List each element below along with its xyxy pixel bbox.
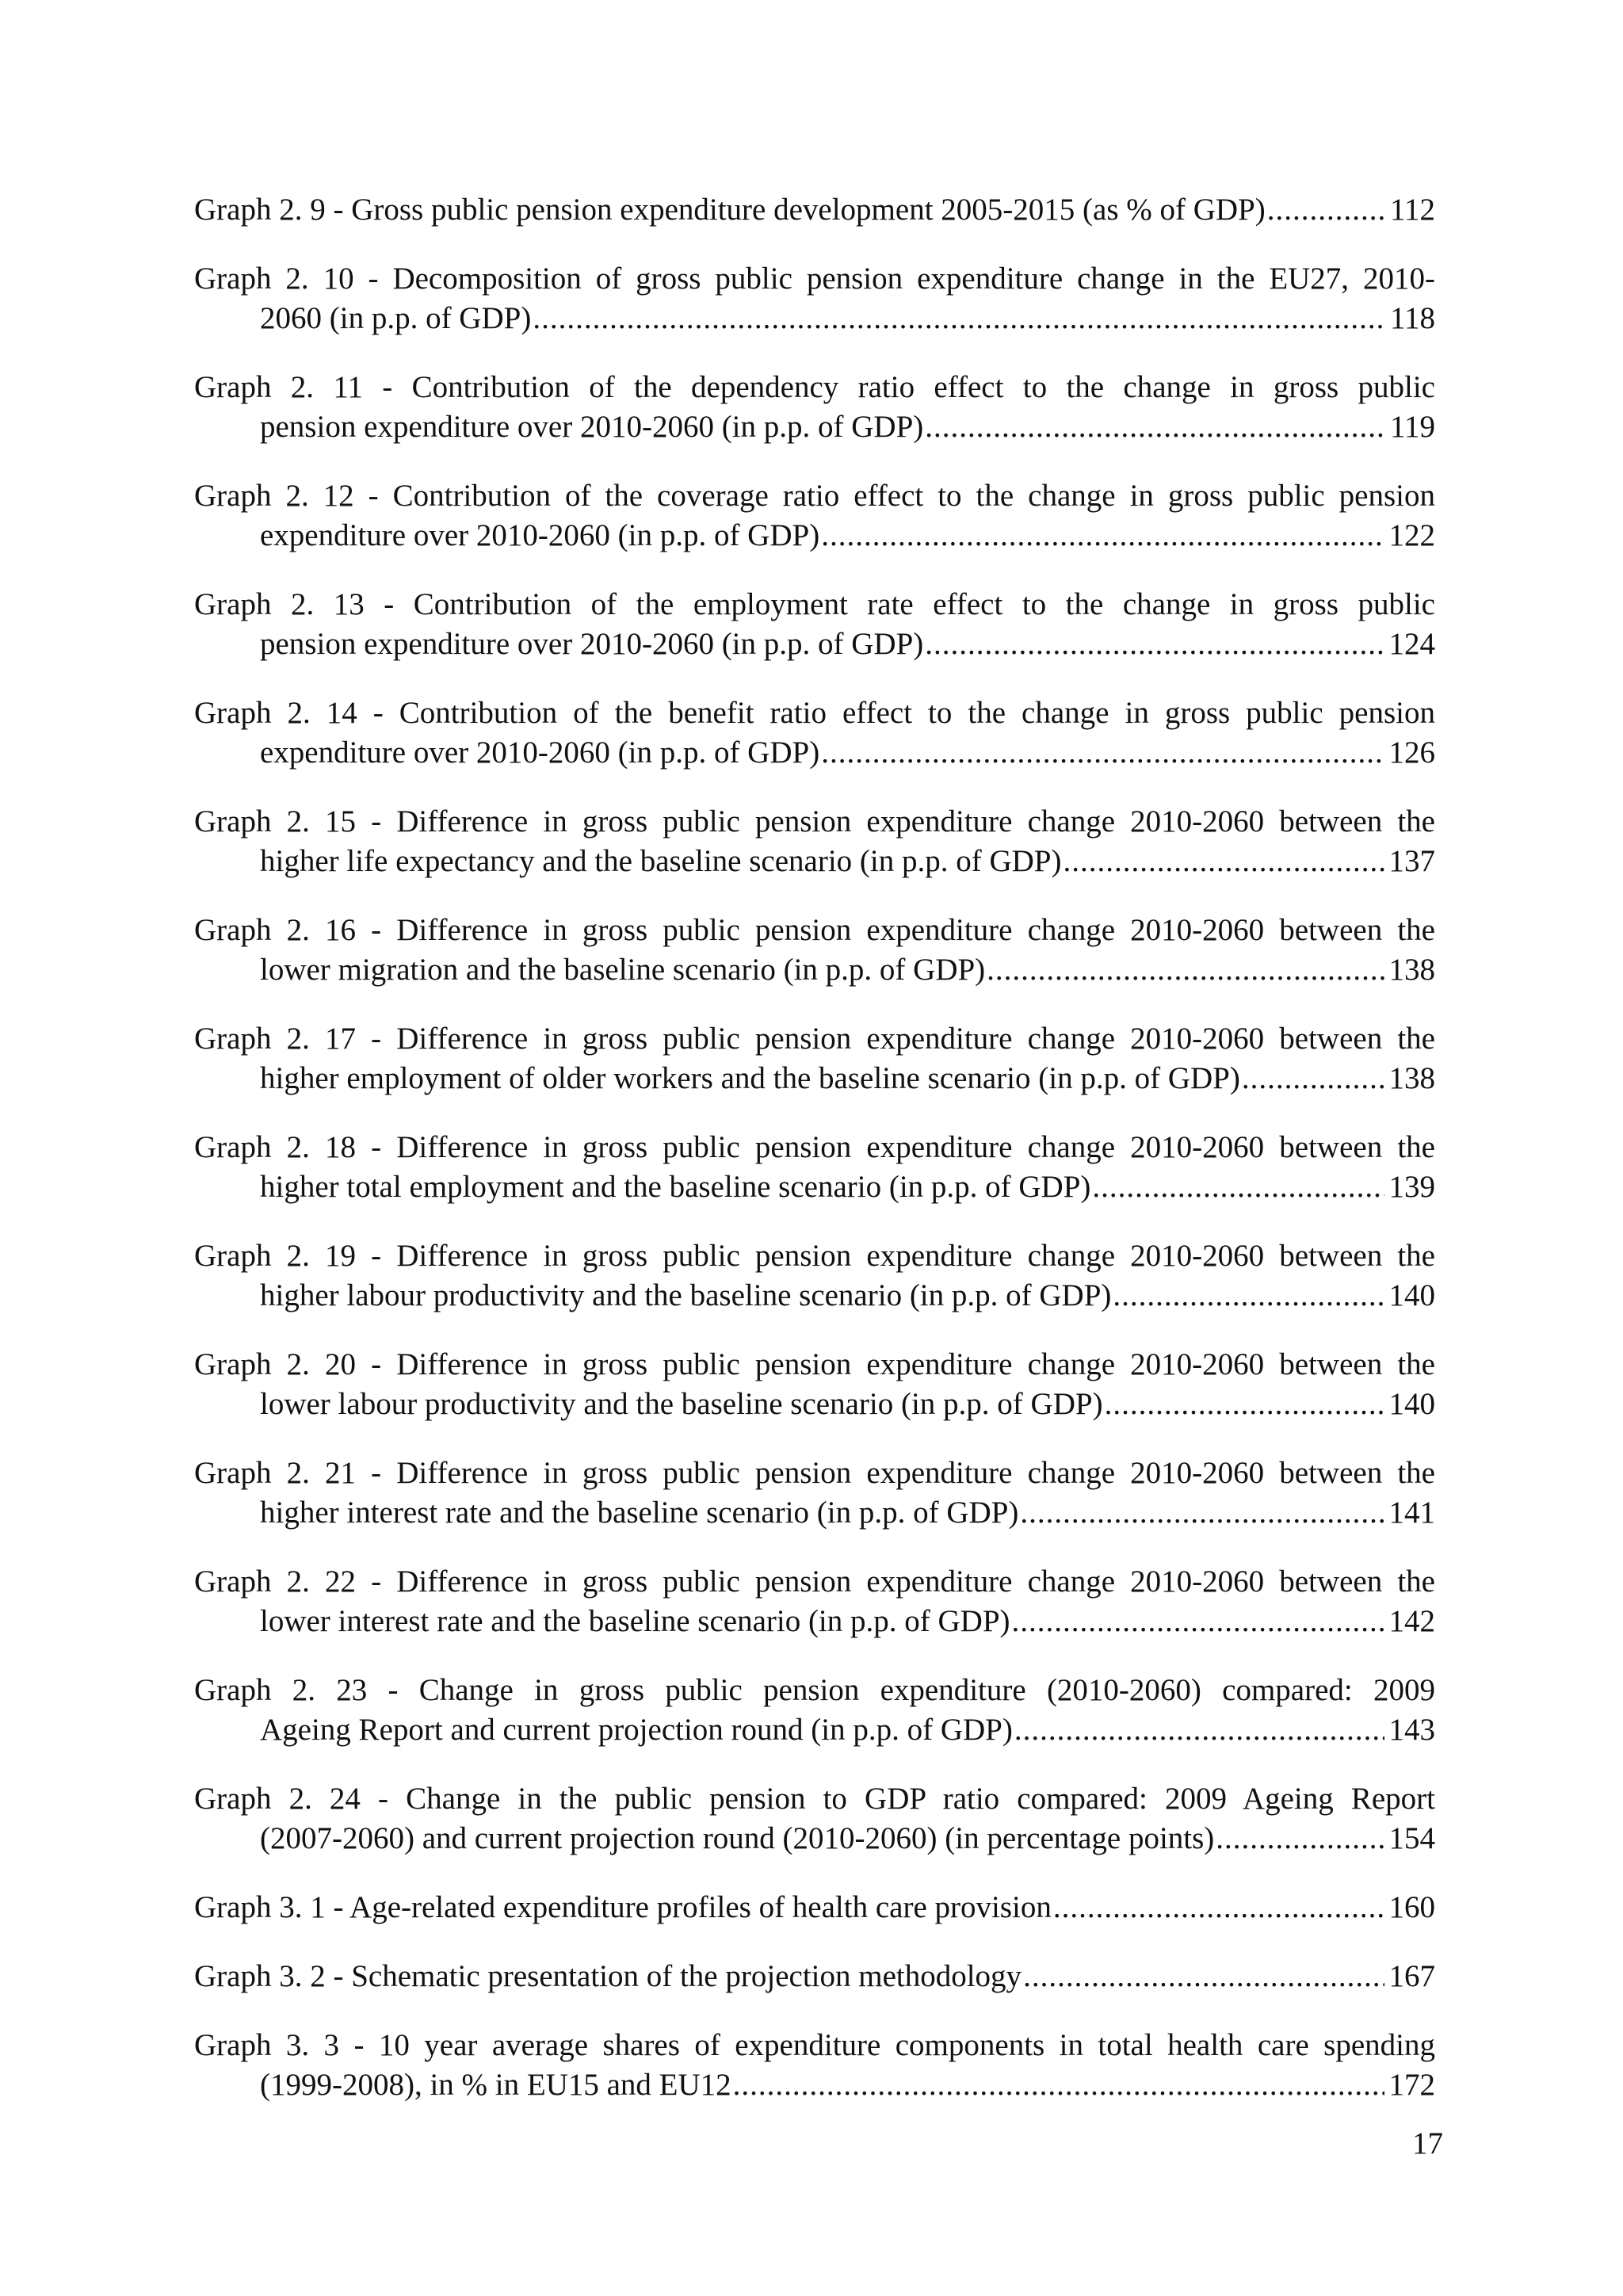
toc-entry-title-line: Graph 2. 17 - Difference in gross public pension expenditure change 2010-2060 between the	[194, 1022, 1435, 1056]
toc-entry-page: 138	[1388, 1061, 1435, 1095]
toc-entry-title-line: Graph 2. 16 - Difference in gross public pension expenditure change 2010-2060 between the	[194, 913, 1435, 947]
toc-entry[interactable]	[194, 1562, 1435, 1641]
toc-entry-page: 140	[1388, 1278, 1435, 1312]
toc-entry[interactable]	[194, 190, 1435, 230]
dot-leader	[1023, 1957, 1384, 1996]
toc-entry-title-line: Graph 2. 10 - Decomposition of gross public pension expenditure change in the EU27, 2010-	[194, 262, 1435, 296]
dot-leader	[1020, 1493, 1384, 1533]
toc-entry-title: higher employment of older workers and the baseline scenario (in p.p. of GDP)	[260, 1061, 1240, 1095]
toc-entry-line	[194, 1957, 1435, 1996]
toc-entry-line	[194, 1385, 1435, 1424]
toc-entry-line	[194, 190, 1435, 230]
toc-entry-title-line: Graph 2. 21 - Difference in gross public pension expenditure change 2010-2060 between the	[194, 1456, 1435, 1490]
toc-entry-title: lower interest rate and the baseline scenario (in p.p. of GDP)	[260, 1604, 1010, 1638]
toc-entry-title-line: Graph 2. 22 - Difference in gross public pension expenditure change 2010-2060 between the	[194, 1564, 1435, 1599]
dot-leader	[1113, 1276, 1384, 1316]
dot-leader	[1014, 1710, 1384, 1750]
toc-entry-page: 137	[1388, 844, 1435, 878]
toc-entry-line	[194, 733, 1435, 773]
toc-entry-title: Graph 2. 9 - Gross public pension expenditure development 2005-2015 (as % of GDP)	[194, 193, 1266, 227]
dot-leader	[533, 299, 1385, 338]
toc-entry-line	[194, 1819, 1435, 1859]
toc-entry-title-line: Graph 2. 15 - Difference in gross public pension expenditure change 2010-2060 between the	[194, 804, 1435, 839]
dot-leader	[1242, 1059, 1384, 1098]
toc-entry-page: 124	[1388, 627, 1435, 661]
dot-leader	[1053, 1888, 1384, 1927]
toc-entry[interactable]	[194, 368, 1435, 447]
toc-entry-line	[194, 842, 1435, 881]
toc-entry-page: 140	[1388, 1387, 1435, 1421]
toc-entry-title: pension expenditure over 2010-2060 (in p.p. of GDP)	[260, 627, 924, 661]
toc-entry-title-line: Graph 2. 18 - Difference in gross public pension expenditure change 2010-2060 between the	[194, 1130, 1435, 1164]
dot-leader	[925, 407, 1385, 447]
table-of-contents	[194, 190, 1435, 2134]
toc-entry-title-line: Graph 3. 3 - 10 year average shares of expenditure components in total health care spending	[194, 2028, 1435, 2062]
toc-entry-line	[194, 1167, 1435, 1207]
dot-leader	[821, 516, 1384, 556]
toc-entry-title: lower labour productivity and the baseline scenario (in p.p. of GDP)	[260, 1387, 1103, 1421]
toc-entry-title: pension expenditure over 2010-2060 (in p.p. of GDP)	[260, 410, 924, 444]
toc-entry-page: 112	[1389, 193, 1435, 227]
dot-leader	[925, 625, 1384, 664]
toc-entry[interactable]	[194, 911, 1435, 990]
toc-entry[interactable]	[194, 693, 1435, 773]
toc-entry-title-line: Graph 2. 12 - Contribution of the coverage ratio effect to the change in gross public pension	[194, 479, 1435, 513]
toc-entry-title: higher life expectancy and the baseline scenario (in p.p. of GDP)	[260, 844, 1062, 878]
toc-entry-page: 119	[1389, 410, 1435, 444]
toc-entry-title: lower migration and the baseline scenario (in p.p. of GDP)	[260, 953, 986, 987]
toc-entry-title: higher interest rate and the baseline scenario (in p.p. of GDP)	[260, 1496, 1019, 1530]
toc-entry[interactable]	[194, 1888, 1435, 1927]
toc-entry-title-line: Graph 2. 19 - Difference in gross public pension expenditure change 2010-2060 between the	[194, 1239, 1435, 1273]
toc-entry-title-line: Graph 2. 20 - Difference in gross public pension expenditure change 2010-2060 between the	[194, 1347, 1435, 1381]
dot-leader	[1063, 842, 1384, 881]
dot-leader	[1092, 1167, 1384, 1207]
toc-entry[interactable]	[194, 1236, 1435, 1316]
toc-entry-page: 160	[1388, 1890, 1435, 1924]
toc-entry[interactable]	[194, 1957, 1435, 1996]
toc-entry-line	[194, 1602, 1435, 1641]
toc-entry[interactable]	[194, 1671, 1435, 1750]
toc-entry-page: 118	[1389, 301, 1435, 335]
toc-entry-line	[194, 407, 1435, 447]
toc-entry-line	[194, 950, 1435, 990]
dot-leader	[987, 950, 1384, 990]
toc-entry-title: (1999-2008), in % in EU15 and EU12	[260, 2068, 731, 2102]
toc-entry[interactable]	[194, 1128, 1435, 1207]
toc-entry-title-line: Graph 2. 24 - Change in the public pension to GDP ratio compared: 2009 Ageing Report	[194, 1782, 1435, 1816]
toc-entry-line	[194, 1710, 1435, 1750]
toc-entry-title: expenditure over 2010-2060 (in p.p. of GDP)	[260, 518, 820, 552]
dot-leader	[733, 2065, 1384, 2105]
toc-entry[interactable]	[194, 1345, 1435, 1424]
toc-entry-line	[194, 1059, 1435, 1098]
toc-entry-title-line: Graph 2. 23 - Change in gross public pension expenditure (2010-2060) compared: 2009	[194, 1673, 1435, 1707]
toc-entry-title: expenditure over 2010-2060 (in p.p. of GDP)	[260, 735, 820, 770]
dot-leader	[1012, 1602, 1384, 1641]
toc-entry-page: 154	[1388, 1821, 1435, 1855]
toc-entry[interactable]	[194, 259, 1435, 338]
toc-entry-page: 138	[1388, 953, 1435, 987]
toc-entry-line	[194, 516, 1435, 556]
toc-entry-title-line: Graph 2. 11 - Contribution of the dependency ratio effect to the change in gross public	[194, 370, 1435, 404]
toc-entry-page: 143	[1388, 1713, 1435, 1747]
toc-entry-page: 167	[1388, 1959, 1435, 1993]
toc-entry-title-line: Graph 2. 14 - Contribution of the benefit ratio effect to the change in gross public pension	[194, 696, 1435, 730]
toc-entry-title: 2060 (in p.p. of GDP)	[260, 301, 532, 335]
toc-entry[interactable]	[194, 1454, 1435, 1533]
toc-entry-line	[194, 1493, 1435, 1533]
toc-entry-line	[194, 625, 1435, 664]
toc-entry-title: higher labour productivity and the baseline scenario (in p.p. of GDP)	[260, 1278, 1112, 1312]
toc-entry-line	[194, 1276, 1435, 1316]
toc-entry-page: 126	[1388, 735, 1435, 770]
toc-entry-title: Graph 3. 1 - Age-related expenditure profiles of health care provision	[194, 1890, 1052, 1924]
toc-entry[interactable]	[194, 585, 1435, 664]
dot-leader	[1216, 1819, 1384, 1859]
toc-entry-title: Graph 3. 2 - Schematic presentation of the projection methodology	[194, 1959, 1022, 1993]
toc-entry-page: 122	[1388, 518, 1435, 552]
toc-entry[interactable]	[194, 1779, 1435, 1859]
dot-leader	[821, 733, 1384, 773]
toc-entry-title: Ageing Report and current projection round (in p.p. of GDP)	[260, 1713, 1013, 1747]
toc-entry[interactable]	[194, 1019, 1435, 1098]
dot-leader	[1105, 1385, 1384, 1424]
dot-leader	[1267, 190, 1385, 230]
toc-entry[interactable]	[194, 802, 1435, 881]
toc-entry-page: 172	[1388, 2068, 1435, 2102]
toc-entry-line	[194, 299, 1435, 338]
toc-entry-title-line: Graph 2. 13 - Contribution of the employment rate effect to the change in gross public	[194, 587, 1435, 621]
toc-entry-title: (2007-2060) and current projection round (2010-2060) (in percentage points)	[260, 1821, 1215, 1855]
toc-entry-line	[194, 2065, 1435, 2105]
toc-entry-title: higher total employment and the baseline scenario (in p.p. of GDP)	[260, 1170, 1091, 1204]
toc-entry-page: 142	[1388, 1604, 1435, 1638]
toc-entry[interactable]	[194, 476, 1435, 556]
toc-entry[interactable]	[194, 2026, 1435, 2105]
page-number: 17	[1412, 2126, 1443, 2160]
toc-entry-page: 139	[1388, 1170, 1435, 1204]
toc-entry-page: 141	[1388, 1496, 1435, 1530]
toc-entry-line	[194, 1888, 1435, 1927]
